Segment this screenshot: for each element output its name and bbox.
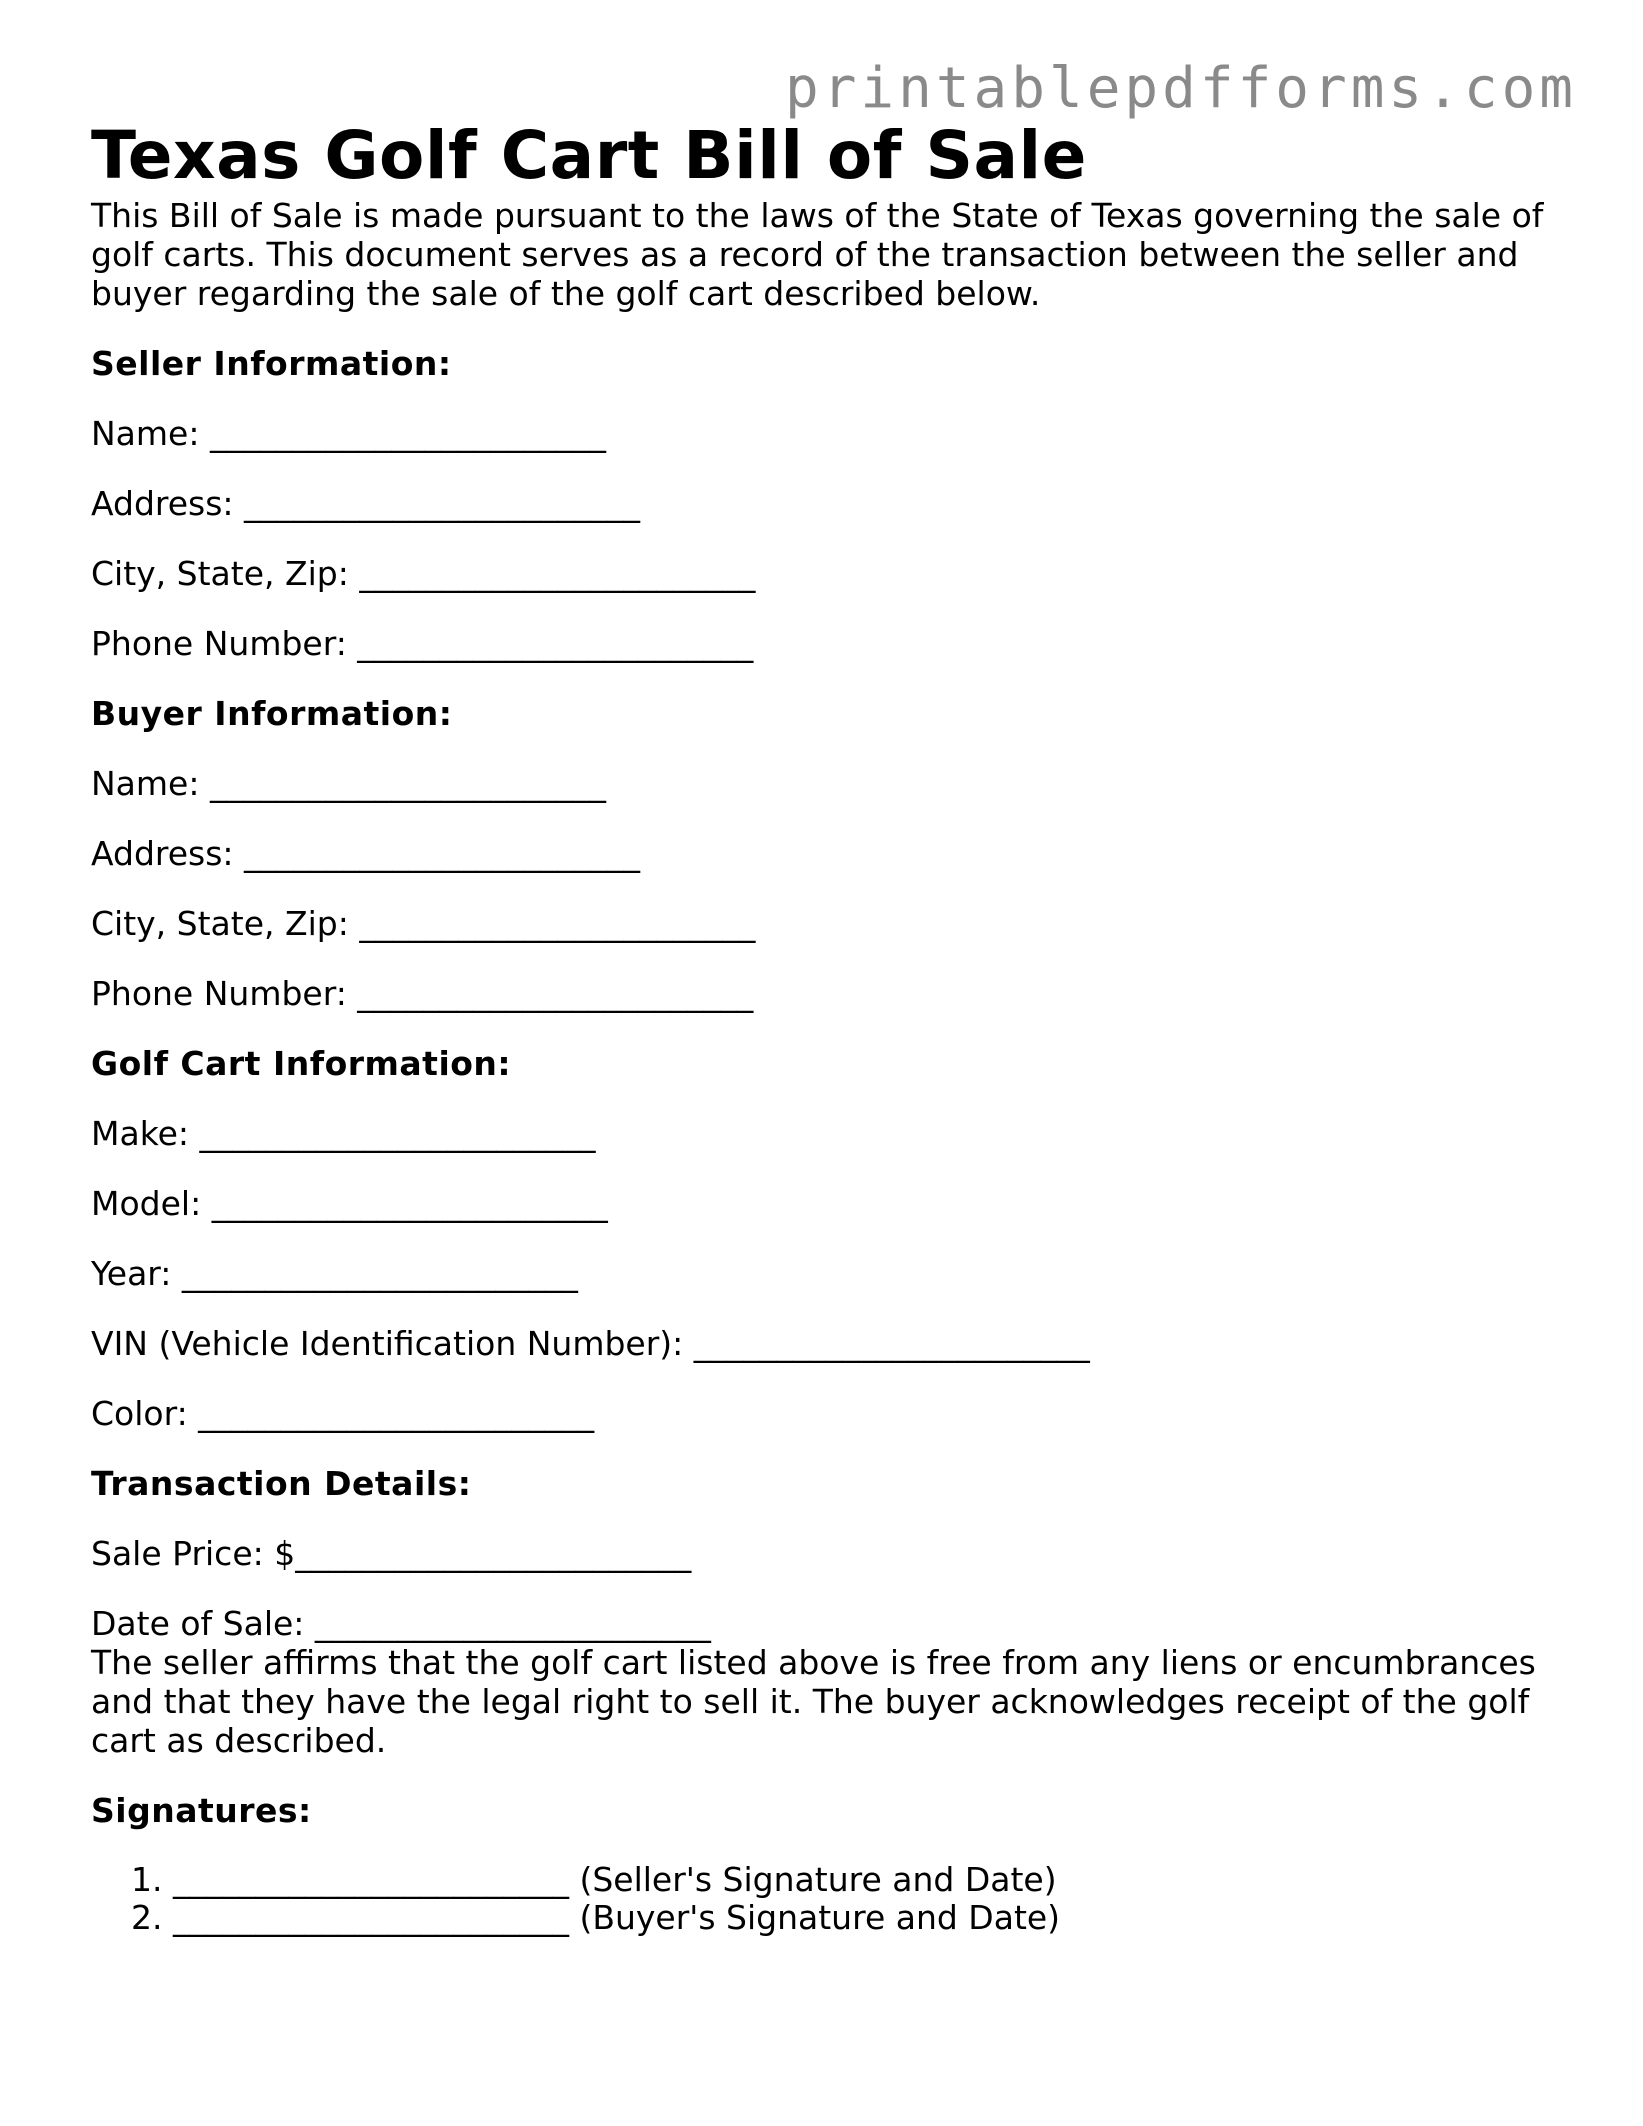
watermark-text: printablepdfforms.com xyxy=(784,56,1577,121)
signature-list xyxy=(91,1861,1561,1937)
seller-section xyxy=(91,344,1561,663)
seller-name-field: Name: ________________________ xyxy=(91,414,606,453)
seller-signature-line: 1. ________________________ (Seller's Signature and Date) xyxy=(131,1860,1057,1899)
seller-heading: Seller Information: xyxy=(91,344,452,383)
intro-paragraph: This Bill of Sale is made pursuant to the laws of the State of Texas governing the sale of golf carts. This document serves as a record of the transaction between the seller and buyer regarding the sale of the golf cart described below. xyxy=(91,196,1544,313)
buyer-signature-line: 2. ________________________ (Buyer's Signature and Date) xyxy=(131,1898,1061,1937)
buyer-phone-field: Phone Number: ________________________ xyxy=(91,974,754,1013)
sale-date-field: Date of Sale: ________________________ xyxy=(91,1604,711,1643)
cart-vin-field: VIN (Vehicle Identification Number): ________________________ xyxy=(91,1324,1090,1363)
buyer-heading: Buyer Information: xyxy=(91,694,453,733)
buyer-section xyxy=(91,694,1561,1013)
seller-city-field: City, State, Zip: ________________________ xyxy=(91,554,756,593)
golf-cart-heading: Golf Cart Information: xyxy=(91,1044,512,1083)
golf-cart-section xyxy=(91,1044,1561,1433)
cart-color-field: Color: ________________________ xyxy=(91,1394,595,1433)
signatures-section xyxy=(91,1791,1561,1937)
sale-price-field: Sale Price: $________________________ xyxy=(91,1534,692,1573)
cart-model-field: Model: ________________________ xyxy=(91,1184,608,1223)
cart-year-field: Year: ________________________ xyxy=(91,1254,578,1293)
transaction-heading: Transaction Details: xyxy=(91,1464,472,1503)
affirmation-paragraph: The seller affirms that the golf cart listed above is free from any liens or encumbrances and that they have the legal right to sell it. The buyer acknowledges receipt of the golf cart as described. xyxy=(91,1643,1536,1760)
buyer-name-field: Name: ________________________ xyxy=(91,764,606,803)
document-title: Texas Golf Cart Bill of Sale xyxy=(91,117,1087,194)
signatures-heading: Signatures: xyxy=(91,1791,312,1830)
seller-phone-field: Phone Number: ________________________ xyxy=(91,624,754,663)
buyer-city-field: City, State, Zip: ________________________ xyxy=(91,904,756,943)
buyer-address-field: Address: ________________________ xyxy=(91,834,641,873)
seller-address-field: Address: ________________________ xyxy=(91,484,641,523)
document-page xyxy=(91,116,1561,1937)
cart-make-field: Make: ________________________ xyxy=(91,1114,596,1153)
transaction-section xyxy=(91,1464,1561,1643)
